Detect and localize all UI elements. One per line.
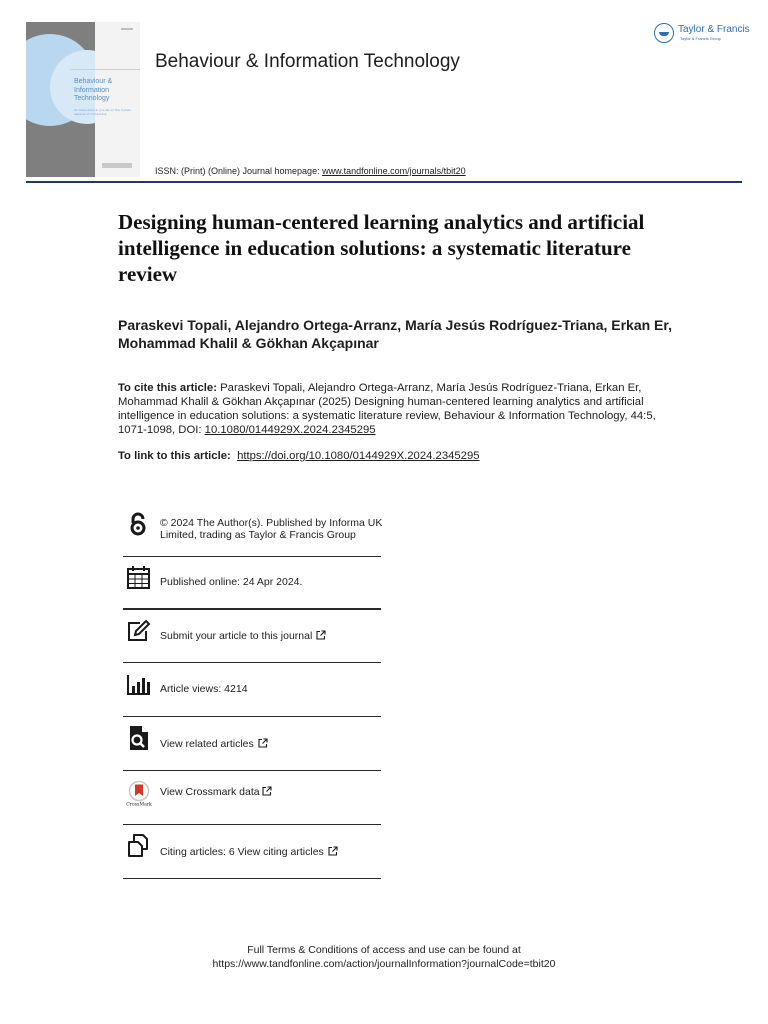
- article-doi-url-link[interactable]: https://doi.org/10.1080/0144929X.2024.2345295: [237, 450, 480, 462]
- article-views: Article views: 4214: [160, 683, 248, 695]
- journal-homepage-link[interactable]: www.tandfonline.com/journals/tbit20: [322, 166, 466, 176]
- citing-row[interactable]: [123, 825, 381, 879]
- open-access-lock-icon: [126, 511, 152, 537]
- pencil-edit-icon: [126, 618, 152, 644]
- terms-footer: [0, 943, 768, 971]
- views-row: [123, 663, 381, 717]
- doi-link[interactable]: 10.1080/0144929X.2024.2345295: [204, 424, 376, 436]
- article-link-block: [118, 449, 678, 463]
- citation-block: To cite this article: Paraskevi Topali, Alejandro Ortega-Arranz, María Jesús Rodríguez-Triana, Erkan Er, Mohammad Khalil & Gökhan Akçapınar (2025) Designing human-centered learning analytics and artificial intelligence in education solutions: a systematic literature review, Behaviour & Information Technology, 44:5, 1071-1098, DOI: 10.1080/0144929X.2024.2345295: [118, 382, 656, 436]
- submit-row[interactable]: [123, 610, 381, 663]
- related-articles-link[interactable]: View related articles: [160, 738, 386, 750]
- terms-url[interactable]: https://www.tandfonline.com/action/journalInformation?journalCode=tbit20: [212, 958, 556, 970]
- crossmark-data-link[interactable]: View Crossmark data: [160, 786, 386, 798]
- article-title: Designing human-centered learning analytics and artificial intelligence in education solutions: a systematic literature review: [118, 210, 645, 286]
- license-text: © 2024 The Author(s). Published by Informa UK Limited, trading as Taylor & Francis Group: [160, 517, 383, 541]
- calendar-icon: [126, 564, 152, 590]
- citing-articles-link[interactable]: Citing articles: 6 View citing articles: [160, 846, 386, 858]
- journal-cover-thumbnail: [26, 22, 140, 177]
- submit-article-link[interactable]: Submit your article to this journal: [160, 630, 386, 642]
- external-link-icon: [262, 786, 272, 796]
- crossmark-icon: [126, 780, 152, 806]
- journal-name: Behaviour & Information Technology: [155, 51, 460, 72]
- article-authors: Paraskevi Topali, Alejandro Ortega-Arranz, María Jesús Rodríguez-Triana, Erkan Er, Mohammad Khalil & Gökhan Akçapınar: [118, 317, 672, 351]
- document-search-icon: [126, 725, 152, 751]
- external-link-icon: [316, 630, 326, 640]
- license-row: [123, 508, 381, 557]
- cover-title: Behaviour & Information Technology: [74, 78, 113, 102]
- header-rule: [26, 181, 742, 183]
- bar-chart-icon: [126, 671, 152, 697]
- citation-label: To cite this article:: [118, 382, 217, 394]
- crossmark-logo-text: CrossMark: [126, 802, 152, 806]
- published-date: Published online: 24 Apr 2024.: [160, 576, 303, 588]
- related-row[interactable]: [123, 717, 381, 771]
- article-metadata-list: [123, 508, 381, 879]
- citing-articles-icon: [126, 833, 152, 859]
- cover-subtitle: An international journal on the human aspects of computing: [74, 108, 132, 116]
- publisher-emblem-icon: [654, 23, 674, 43]
- external-link-icon: [258, 738, 268, 748]
- crossmark-row[interactable]: [123, 771, 381, 825]
- issn-line: ISSN: (Print) (Online) Journal homepage: www.tandfonline.com/journals/tbit20: [155, 166, 466, 176]
- published-row: [123, 557, 381, 610]
- external-link-icon: [328, 846, 338, 856]
- article-link-label: To link to this article:: [118, 450, 231, 462]
- terms-text: Full Terms & Conditions of access and use can be found at: [247, 944, 521, 956]
